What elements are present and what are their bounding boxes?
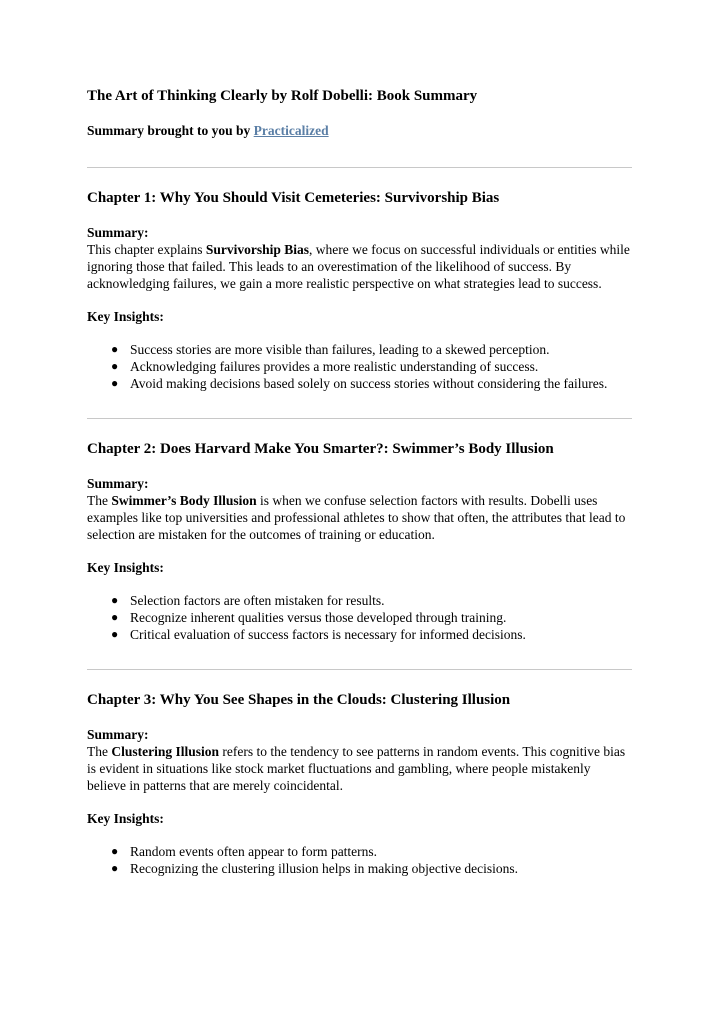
- chapter-2-summary-post: is when we confuse selection factors with results. Dobelli uses examples like top universities and professional athletes to show that often, the attributes that lead to selection are mistaken for the outcomes of training or education.: [87, 493, 626, 542]
- practicalized-link[interactable]: Practicalized: [253, 123, 329, 138]
- insight-text: Avoid making decisions based solely on success stories without considering the failures.: [130, 376, 608, 391]
- chapter-3-summary-text: [87, 743, 632, 794]
- byline-prefix: Summary brought to you by: [87, 123, 254, 138]
- chapter-2-summary-text: [87, 492, 632, 543]
- byline: [87, 122, 632, 140]
- chapter-1: [87, 188, 632, 392]
- list-item: [111, 375, 632, 392]
- bullet-icon: ●: [111, 627, 119, 641]
- chapter-1-heading: Chapter 1: Why You Should Visit Cemeteries: Survivorship Bias: [87, 190, 500, 206]
- chapter-2-summary-term: Swimmer’s Body Illusion: [111, 493, 257, 508]
- chapter-1-insights-label: Key Insights:: [87, 309, 164, 324]
- list-item: [111, 592, 632, 609]
- insight-text: Recognizing the clustering illusion helps in making objective decisions.: [130, 861, 519, 876]
- insight-text: Selection factors are often mistaken for results.: [130, 593, 385, 608]
- bullet-icon: ●: [111, 844, 119, 858]
- section-divider: [87, 418, 632, 419]
- chapter-1-summary-label: Summary:: [87, 225, 149, 240]
- chapter-1-summary-pre: This chapter explains: [87, 242, 206, 257]
- list-item: [111, 843, 632, 860]
- chapter-2-heading: Chapter 2: Does Harvard Make You Smarter?: Swimmer’s Body Illusion: [87, 441, 554, 457]
- section-divider: [87, 669, 632, 670]
- chapter-2-insights-list: [87, 592, 632, 643]
- chapter-2: [87, 439, 632, 643]
- chapter-3-insights-list: [87, 843, 632, 877]
- chapter-3: [87, 690, 632, 877]
- insight-text: Acknowledging failures provides a more realistic understanding of success.: [130, 359, 539, 374]
- insight-text: Random events often appear to form patterns.: [130, 844, 378, 859]
- chapter-3-summary-pre: The: [87, 744, 112, 759]
- chapter-1-summary-term: Survivorship Bias: [205, 242, 309, 257]
- list-item: [111, 860, 632, 877]
- chapter-2-insights-label: Key Insights:: [87, 560, 164, 575]
- chapter-3-summary-post: refers to the tendency to see patterns in random events. This cognitive bias is evident in situations like stock market fluctuations and gambling, where people mistakenly believe in patterns that are merely coincidental.: [87, 744, 626, 793]
- insight-text: Recognize inherent qualities versus those developed through training.: [130, 610, 507, 625]
- list-item: [111, 358, 632, 375]
- chapter-1-summary-text: [87, 241, 632, 292]
- list-item: [111, 609, 632, 626]
- insight-text: Success stories are more visible than failures, leading to a skewed perception.: [130, 342, 550, 357]
- chapter-2-summary-label: Summary:: [87, 476, 149, 491]
- chapter-3-insights-label: Key Insights:: [87, 811, 164, 826]
- bullet-icon: ●: [111, 610, 119, 624]
- chapter-2-summary-pre: The: [87, 493, 112, 508]
- chapter-1-insights-list: [87, 341, 632, 392]
- list-item: [111, 341, 632, 358]
- chapter-3-summary-label: Summary:: [87, 727, 149, 742]
- bullet-icon: ●: [111, 376, 119, 390]
- chapter-3-summary-term: Clustering Illusion: [111, 744, 220, 759]
- bullet-icon: ●: [111, 342, 119, 356]
- section-divider: [87, 167, 632, 168]
- bullet-icon: ●: [111, 593, 119, 607]
- insight-text: Critical evaluation of success factors is necessary for informed decisions.: [130, 627, 526, 642]
- chapter-1-summary-post: , where we focus on successful individuals or entities while ignoring those that failed. This leads to an overestimation of the likelihood of success. By acknowledging failures, we gain a more realistic perspective on what strategies lead to success.: [87, 242, 630, 291]
- bullet-icon: ●: [111, 359, 119, 373]
- chapter-3-heading: Chapter 3: Why You See Shapes in the Clouds: Clustering Illusion: [87, 692, 511, 708]
- list-item: [111, 626, 632, 643]
- bullet-icon: ●: [111, 861, 119, 875]
- document-title: The Art of Thinking Clearly by Rolf Dobelli: Book Summary: [87, 88, 478, 104]
